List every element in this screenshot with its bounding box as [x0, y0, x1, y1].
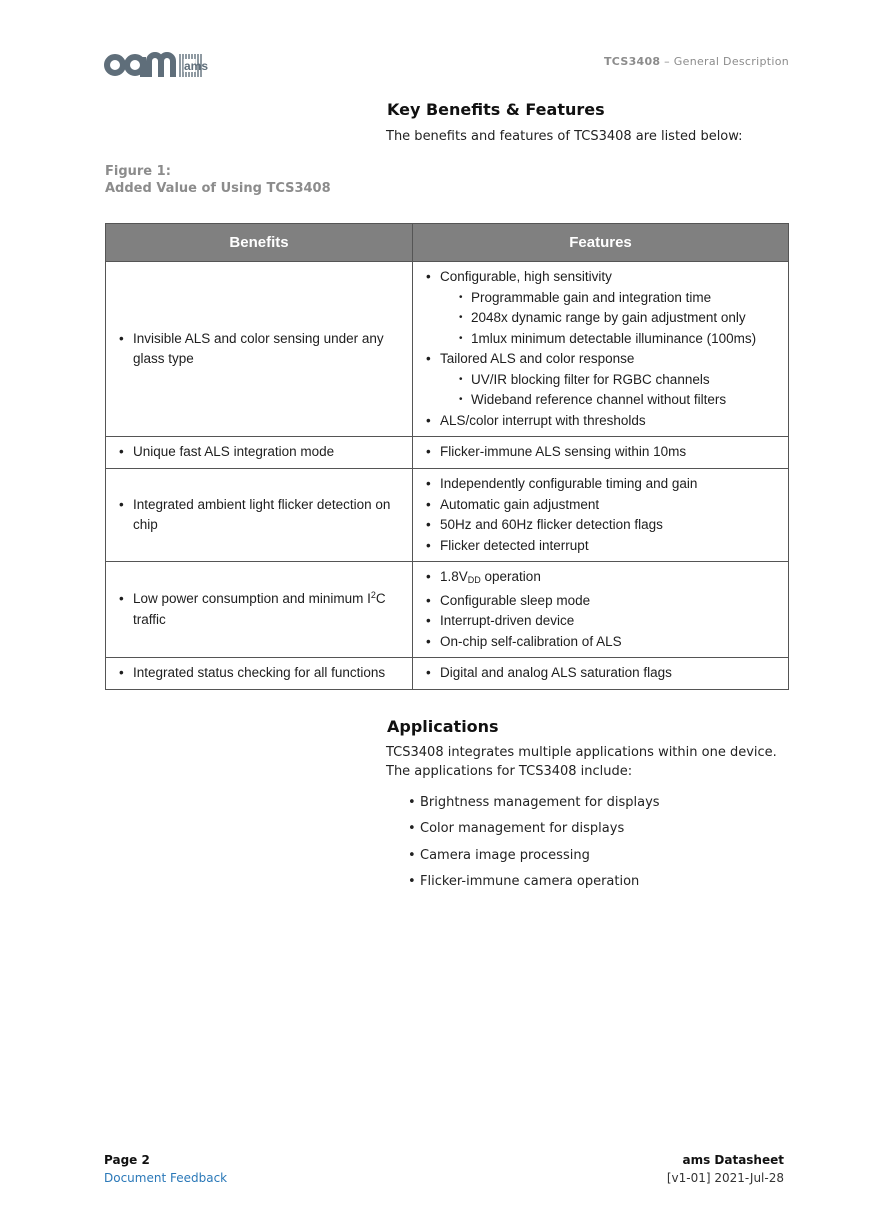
- feature-item: [425, 567, 778, 591]
- footer-left: [104, 1151, 227, 1187]
- benefit-cell: [106, 469, 413, 562]
- table-row: [106, 262, 789, 437]
- feature-item: • Automatic gain adjustment: [425, 495, 778, 516]
- document-feedback-link[interactable]: Document Feedback: [104, 1171, 228, 1185]
- figure-label: Figure 1:: [105, 164, 171, 179]
- feature-item: • ALS/color interrupt with thresholds: [425, 411, 778, 432]
- applications-intro: [386, 743, 777, 781]
- benefit-cell: [106, 562, 413, 658]
- feature-subitem: • 2048x dynamic range by gain adjustment only: [425, 308, 778, 329]
- table-row: [106, 469, 789, 562]
- key-benefits-title: Key Benefits & Features: [387, 100, 605, 119]
- applications-title: Applications: [387, 717, 499, 736]
- benefit-cell: [106, 437, 413, 469]
- table-row: [106, 437, 789, 469]
- feature-item: • Independently configurable timing and gain: [425, 474, 778, 495]
- header-dash: –: [660, 55, 674, 68]
- features-cell: [413, 562, 789, 658]
- feature-subscript: DD: [467, 575, 481, 585]
- feature-item: • Interrupt-driven device: [425, 611, 778, 632]
- ams-logo: [104, 48, 209, 78]
- feature-item: • 50Hz and 60Hz flicker detection flags: [425, 515, 778, 536]
- applications-intro-line: The applications for TCS3408 include:: [386, 764, 633, 779]
- features-cell: [413, 262, 789, 437]
- features-header: Features: [413, 224, 789, 262]
- benefit-cell: [106, 262, 413, 437]
- datasheet-brand: ams: [682, 1153, 711, 1167]
- key-benefits-intro: The benefits and features of TCS3408 are listed below:: [386, 129, 743, 144]
- header-product: TCS3408: [603, 55, 661, 68]
- datasheet-type: Datasheet: [710, 1153, 784, 1167]
- features-cell: [413, 469, 789, 562]
- table-row: [106, 658, 789, 690]
- feature-text-post: operation: [480, 569, 541, 584]
- feature-item: • Tailored ALS and color response: [425, 349, 778, 370]
- header-breadcrumb: [604, 55, 789, 68]
- benefit-item: • Invisible ALS and color sensing under any glass type: [118, 329, 402, 370]
- feature-subitem: • Wideband reference channel without filters: [425, 390, 778, 411]
- page-number: Page 2: [104, 1153, 150, 1167]
- benefit-text-pre: Low power consumption and minimum I: [133, 591, 371, 606]
- application-item: • Camera image processing: [408, 843, 660, 869]
- features-cell: [413, 658, 789, 690]
- feature-subitem: • 1mlux minimum detectable illuminance (100ms): [425, 329, 778, 350]
- feature-item: • Digital and analog ALS saturation flags: [425, 663, 778, 684]
- table-row: [106, 562, 789, 658]
- application-item: • Color management for displays: [408, 816, 660, 842]
- applications-intro-line: TCS3408 integrates multiple applications within one device.: [386, 745, 777, 760]
- feature-text-pre: 1.8V: [440, 569, 468, 584]
- figure-caption: [105, 163, 331, 197]
- benefit-item: • Integrated ambient light flicker detection on chip: [118, 495, 402, 536]
- feature-subitem: • Programmable gain and integration time: [425, 288, 778, 309]
- benefits-features-table: [105, 223, 789, 690]
- benefit-text-post: C traffic: [133, 591, 386, 627]
- benefit-item: [118, 589, 402, 630]
- feature-item: • Configurable, high sensitivity: [425, 267, 778, 288]
- feature-subitem: • UV/IR blocking filter for RGBC channels: [425, 370, 778, 391]
- application-item: • Flicker-immune camera operation: [408, 869, 660, 895]
- feature-item: • Flicker detected interrupt: [425, 536, 778, 557]
- benefits-header: Benefits: [106, 224, 413, 262]
- figure-title: Added Value of Using TCS3408: [105, 181, 331, 196]
- feature-item: • Configurable sleep mode: [425, 591, 778, 612]
- benefit-superscript: 2: [370, 590, 376, 600]
- table-header-row: [106, 224, 789, 262]
- application-item: • Brightness management for displays: [408, 790, 660, 816]
- benefit-cell: [106, 658, 413, 690]
- datasheet-label: [667, 1151, 784, 1169]
- footer-right: [667, 1151, 784, 1187]
- feature-item: • Flicker-immune ALS sensing within 10ms: [425, 442, 778, 463]
- svg-text:ams: ams: [184, 59, 209, 73]
- benefit-item: • Unique fast ALS integration mode: [118, 442, 402, 463]
- benefit-item: • Integrated status checking for all functions: [118, 663, 402, 684]
- features-cell: [413, 437, 789, 469]
- feature-item: • On-chip self-calibration of ALS: [425, 632, 778, 653]
- header-section: General Description: [673, 55, 789, 68]
- document-version: [v1-01] 2021-Jul-28: [666, 1171, 784, 1185]
- applications-list: [408, 790, 660, 895]
